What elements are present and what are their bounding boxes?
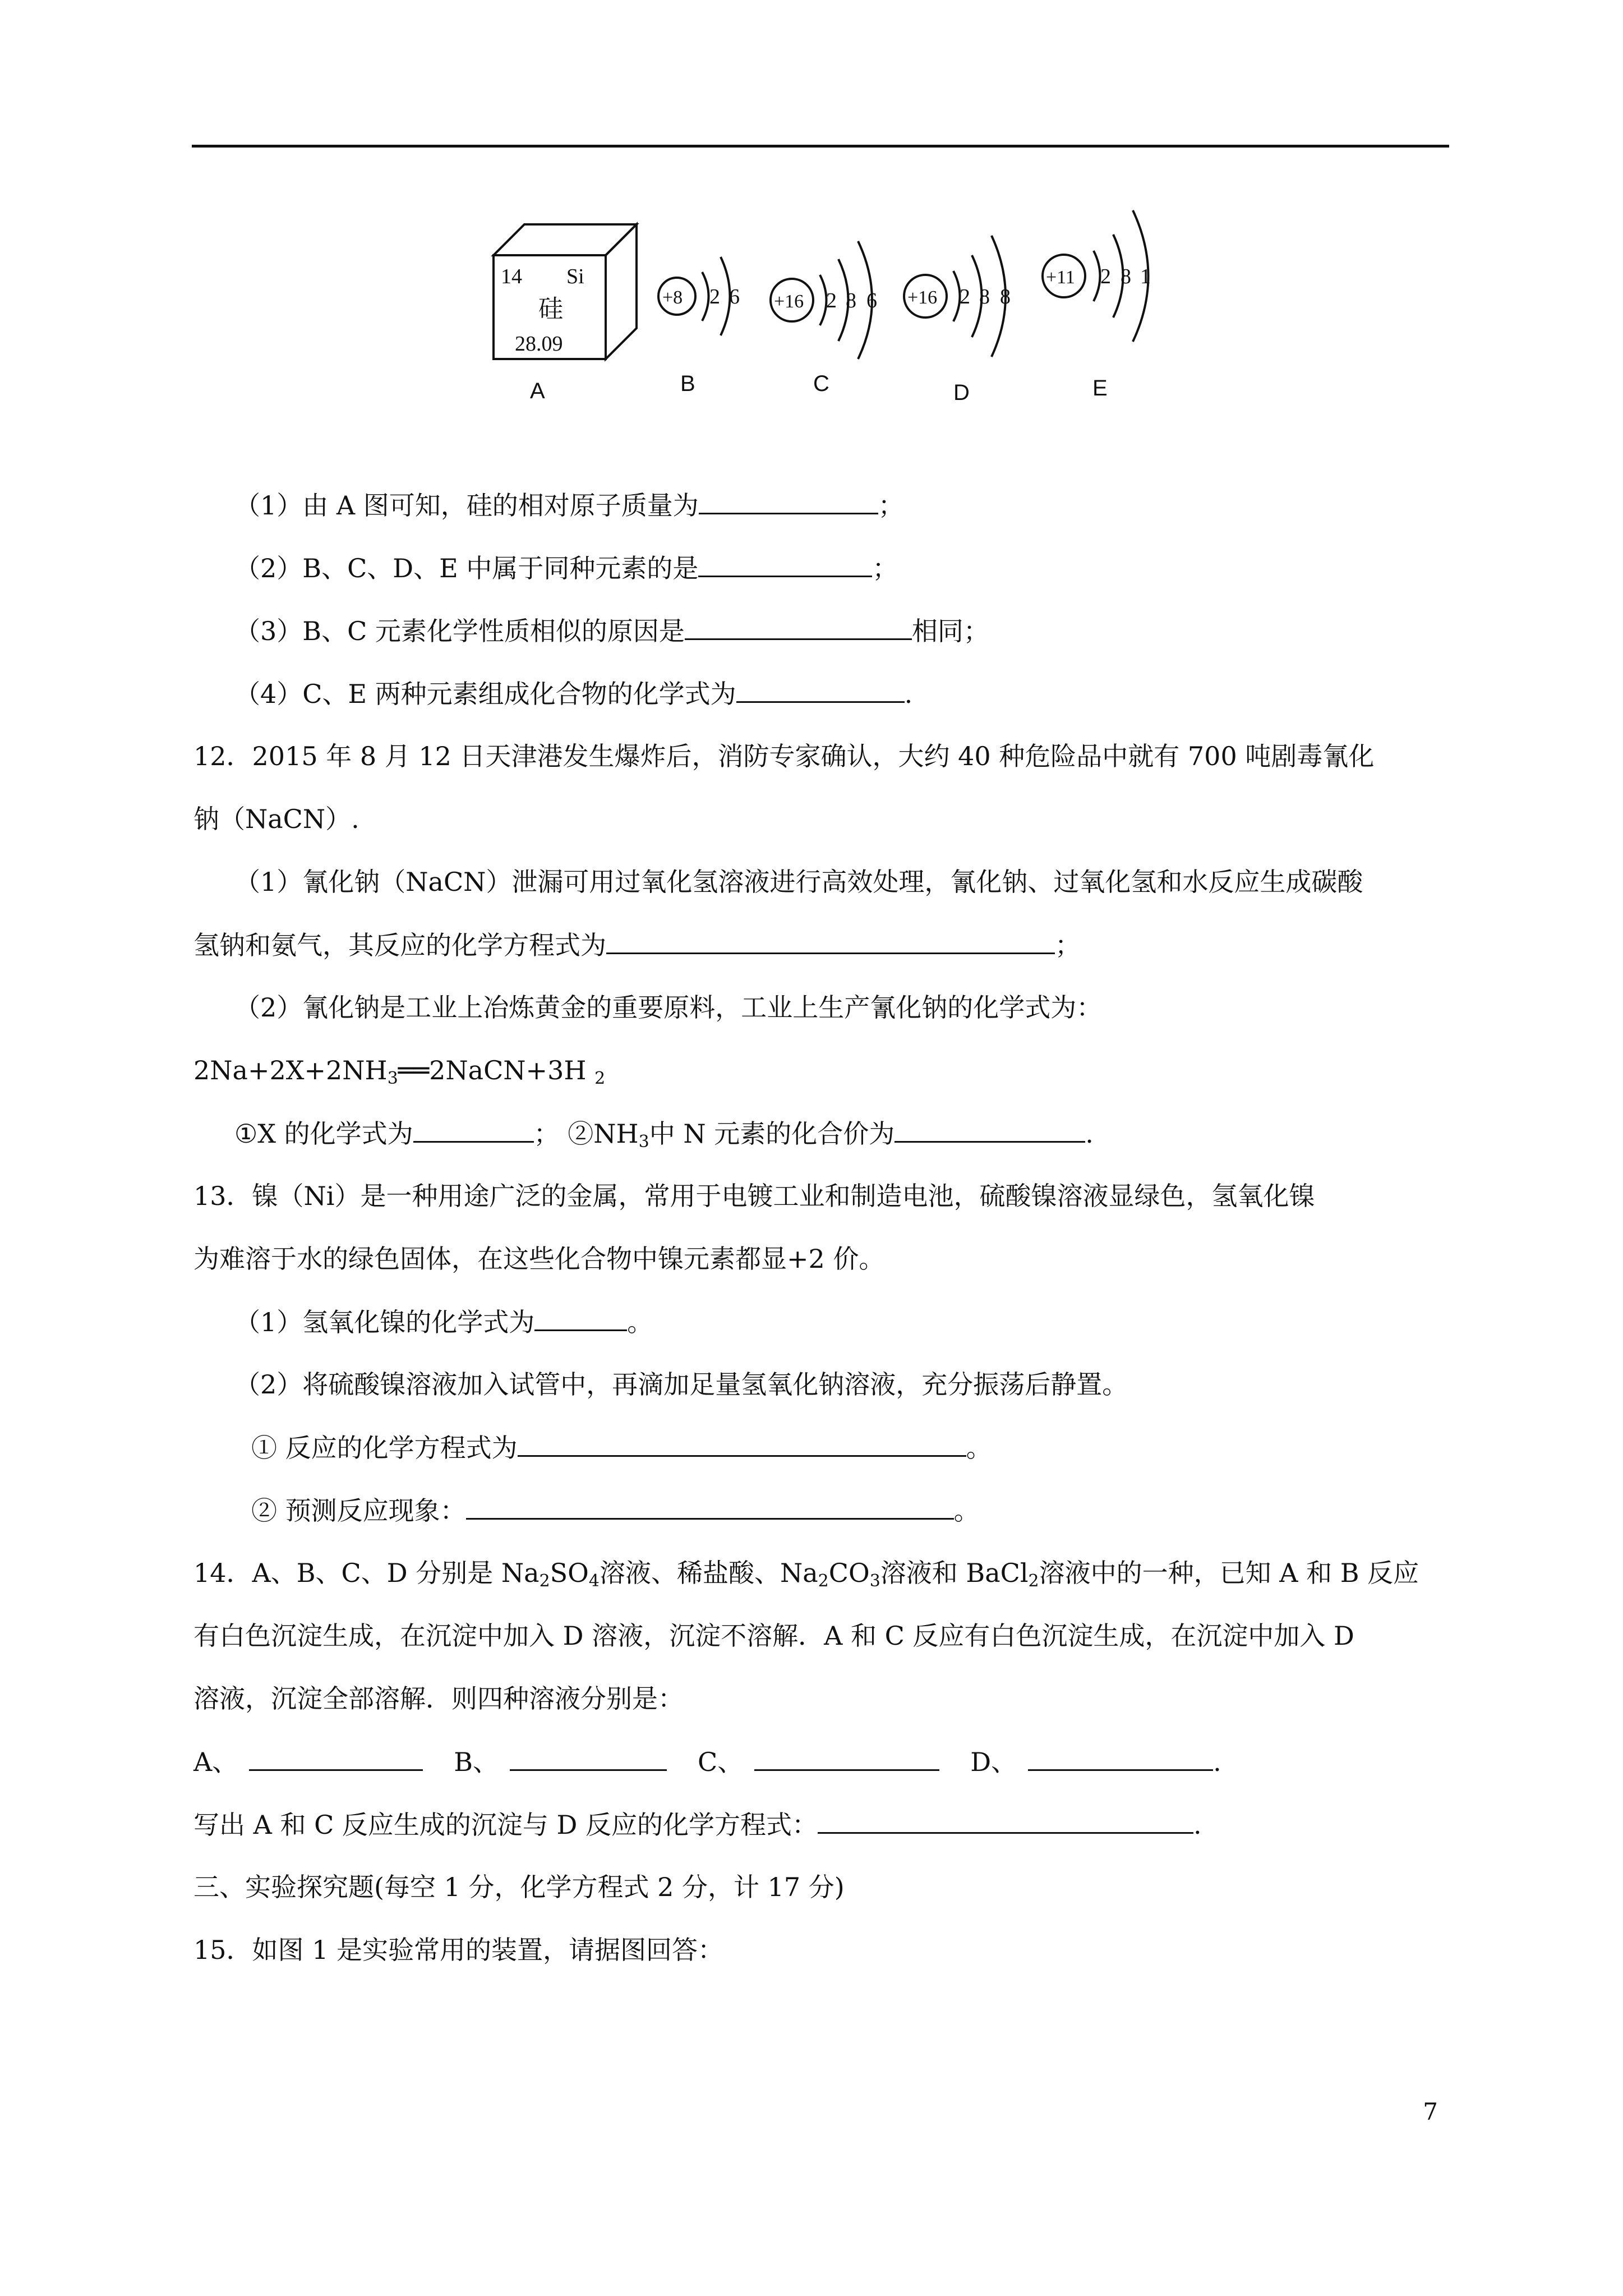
q13-stem-line1: 13．镍（Ni）是一种用途广泛的金属，常用于电镀工业和制造电池，硫酸镍溶液显绿色，氢氧化镍 (193, 1181, 1315, 1211)
si-symbol: Si (566, 265, 584, 288)
atom-d-shell-1: 2 (960, 285, 970, 309)
q14-stem-line3: 溶液，沉淀全部溶解．则四种溶液分别是： (193, 1683, 684, 1714)
answer-blank[interactable] (606, 928, 1055, 954)
q14-answer-line: A、 B、 C、 D、 . (193, 1745, 1221, 1779)
answer-blank[interactable] (1028, 1745, 1213, 1771)
atom-d-nucleus: +16 (907, 287, 938, 308)
answer-blank[interactable] (818, 1807, 1193, 1834)
answer-blank[interactable] (413, 1116, 534, 1143)
answer-blank[interactable] (895, 1116, 1085, 1143)
q12-part1-line2: 氢钠和氨气，其反应的化学方程式为 ； (193, 928, 1081, 962)
label-b: B (680, 371, 695, 396)
q13-part2: （2）将硫酸镍溶液加入试管中，再滴加足量氢氧化钠溶液，充分振荡后静置。 (234, 1369, 1128, 1400)
answer-blank[interactable] (685, 614, 912, 640)
atom-e-shell-3: 1 (1140, 265, 1151, 288)
q13-sub2: ② 预测反应现象： 。 (251, 1493, 980, 1527)
q14-equation-prompt: 写出 A 和 C 反应生成的沉淀与 D 反应的化学方程式： . (193, 1807, 1202, 1842)
answer-blank[interactable] (534, 1305, 627, 1331)
answer-blank[interactable] (736, 677, 905, 703)
q15-stem: 15．如图 1 是实验常用的装置，请据图回答： (193, 1935, 724, 1965)
atom-c-shell-1: 2 (826, 289, 837, 312)
atom-c-shell-3: 6 (866, 289, 877, 312)
label-a: A (530, 379, 545, 403)
section-3-heading: 三、实验探究题(每空 1 分，化学方程式 2 分，计 17 分) (193, 1872, 845, 1902)
label-d: D (953, 380, 970, 405)
q14-stem-line2: 有白色沉淀生成，在沉淀中加入 D 溶液，沉淀不溶解．A 和 C 反应有白色沉淀生成，在沉淀中加入 D (193, 1621, 1354, 1651)
atom-d-shell-2: 8 (979, 285, 990, 309)
atom-e-shell-2: 8 (1121, 265, 1131, 288)
answer-blank[interactable] (518, 1430, 966, 1457)
q12-subquestions: ①X 的化学式为 ； $②NH_3$中 N 元素的化合价为 . (234, 1116, 1094, 1159)
atom-e-nucleus: +11 (1046, 267, 1075, 288)
q12-equation: $2Na+2X+2NH_3══2NaCN+3H$ $_2$ (193, 1055, 606, 1088)
atom-b-shell-1: 2 (709, 285, 720, 309)
answer-blank[interactable] (249, 1745, 423, 1771)
q11-part2: （2）B、C、D、E 中属于同种元素的是 ； (234, 551, 898, 585)
q13-part1: （1）氢氧化镍的化学式为 。 (234, 1305, 653, 1339)
q12-stem-line1: 12．2015 年 8 月 12 日天津港发生爆炸后，消防专家确认，大约 40 种危险品中就有 700 吨剧毒氰化 (193, 741, 1375, 771)
answer-blank[interactable] (698, 551, 872, 577)
atom-b-nucleus: +8 (662, 287, 683, 308)
q11-part1: （1）由 A 图可知，硅的相对原子质量为 ； (234, 488, 904, 522)
atom-b-shell-2: 6 (729, 285, 740, 309)
answer-blank[interactable] (466, 1493, 954, 1520)
q12-part2: （2）氰化钠是工业上冶炼黄金的重要原料，工业上生产氰化钠的化学式为： (234, 992, 1103, 1023)
label-e: E (1092, 376, 1108, 401)
q12-part1-line1: （1）氰化钠（NaCN）泄漏可用过氧化氢溶液进行高效处理，氰化钠、过氧化氢和水反应生成碳酸 (234, 867, 1363, 897)
si-atomic-number: 14 (501, 265, 522, 288)
q14-stem-line1: 14．A、B、C、D 分别是 $Na_2SO_4$溶液、稀盐酸、$Na_2CO_3$溶液和 BaCl$_2$溶液中的一种，已知 A 和 B 反应 (193, 1558, 1419, 1591)
atom-d-shell-3: 8 (1000, 285, 1011, 309)
q13-stem-line2: 为难溶于水的绿色固体，在这些化合物中镍元素都显+2 价。 (193, 1244, 885, 1274)
atom-c-nucleus: +16 (774, 291, 804, 312)
si-mass: 28.09 (515, 332, 563, 356)
atom-e-shell-1: 2 (1100, 265, 1111, 288)
q13-sub1: ① 反应的化学方程式为 。 (251, 1430, 992, 1465)
label-c: C (813, 371, 829, 396)
q11-part4: （4）C、E 两种元素组成化合物的化学式为 . (234, 677, 912, 711)
atom-c-shell-2: 8 (846, 289, 856, 312)
q11-part3: （3）B、C 元素化学性质相似的原因是 相同； (234, 614, 989, 648)
answer-blank[interactable] (754, 1745, 939, 1771)
si-name: 硅 (538, 295, 563, 323)
answer-blank[interactable] (699, 488, 878, 514)
atomic-structure-figure (0, 0, 1623, 449)
page-number: 7 (1423, 2098, 1438, 2125)
answer-blank[interactable] (510, 1745, 667, 1771)
q12-stem-line2: 钠（NaCN）. (193, 804, 359, 834)
